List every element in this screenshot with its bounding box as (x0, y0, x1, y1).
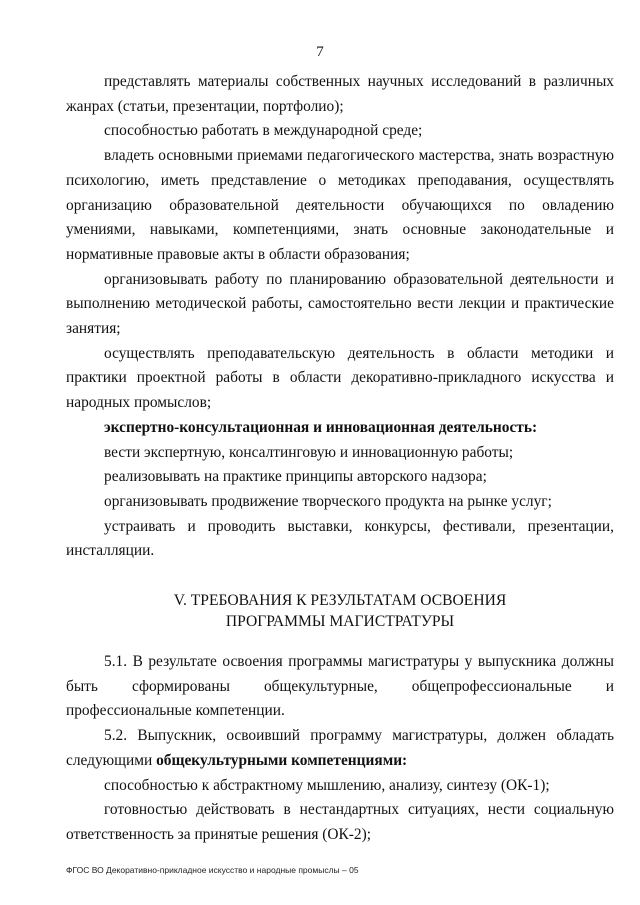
section-heading-line: ПРОГРАММЫ МАГИСТРАТУРЫ (225, 613, 455, 631)
paragraph-text: 5.2. Выпускник, освоивший программу магистратуры, должен обладать следующими (66, 727, 614, 769)
section-heading-line: V. ТРЕБОВАНИЯ К РЕЗУЛЬТАТАМ ОСВОЕНИЯ (173, 592, 507, 610)
page-footer: ФГОС ВО Декоративно-прикладное искусство и народные промыслы – 05 (66, 865, 359, 875)
paragraph: организовывать продвижение творческого продукта на рынке услуг; (104, 492, 552, 510)
bold-text: общекультурными компетенциями: (156, 751, 408, 769)
paragraph: представлять материалы собственных научных исследований в различных жанрах (статьи, презентации, портфолио); (66, 73, 614, 115)
subsection-heading: экспертно-консультационная и инновационная деятельность: (104, 418, 538, 436)
paragraph (66, 724, 614, 773)
section-heading (66, 590, 614, 632)
paragraph: способностью к абстрактному мышлению, анализу, синтезу (ОК-1); (104, 776, 550, 794)
paragraph: вести экспертную, консалтинговую и инновационную работы; (104, 443, 514, 461)
paragraph: владеть основными приемами педагогического мастерства, знать возрастную психологию, иметь представление о методиках преподавания, осуществлять организацию образовательной деятельности обучающихся по овладению умениями, навыками, компетенциями, знать основные законодательные и нормативные правовые акты в области образования; (66, 147, 614, 263)
paragraph: готовностью действовать в нестандартных ситуациях, нести социальную ответственность за принятые решения (ОК-2); (66, 801, 614, 843)
document-body (66, 70, 614, 848)
paragraph: устраивать и проводить выставки, конкурсы, фестивали, презентации, инсталляции. (66, 517, 614, 560)
paragraph: организовывать работу по планированию образовательной деятельности и выполнению методической работы, самостоятельно вести лекции и практические занятия; (66, 270, 614, 338)
paragraph: способностью работать в международной среде; (104, 122, 423, 140)
page-number: 7 (316, 44, 324, 60)
paragraph: 5.1. В результате освоения программы магистратуры у выпускника должны быть сформированы общекультурные, общепрофессиональные и профессиональные компетенции. (66, 653, 614, 720)
paragraph: осуществлять преподавательскую деятельность в области методики и практики проектной работы в области декоративно-прикладного искусства и народных промыслов; (66, 344, 614, 412)
paragraph: реализовывать на практике принципы авторского надзора; (104, 468, 487, 486)
